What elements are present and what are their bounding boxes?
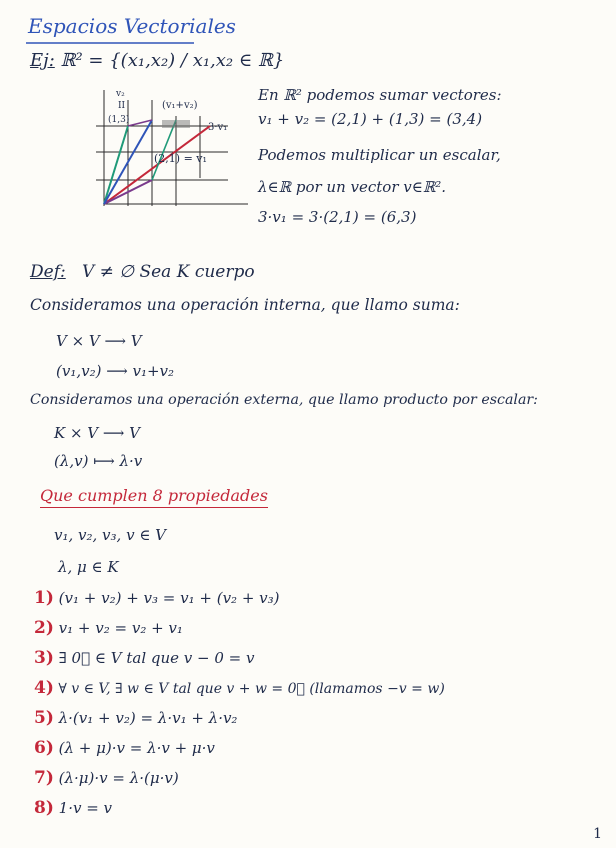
vector-v2 [104,126,128,204]
example-text-3: Podemos multiplicar un escalar, [258,146,501,164]
vector-3v1 [104,126,210,204]
property-3 [34,648,255,668]
title-underline [26,42,194,44]
property-8 [34,798,112,818]
property-text: 1·v = v [58,799,113,817]
property-number: 8) [34,798,54,818]
definition-line-3: (v₁,v₂) ⟶ v₁+v₂ [56,362,175,380]
definition-row [30,262,255,282]
example-text-1: En ℝ² podemos sumar vectores: [258,86,502,104]
vector-graph [78,86,256,218]
definition-label: Def: [30,262,66,282]
property-text: λ·(v₁ + v₂) = λ·v₁ + λ·v₂ [58,709,238,727]
definition-line-6: (λ,v) ⟼ λ·v [54,452,143,470]
page-title: Espacios Vectoriales [28,14,236,38]
property-number: 6) [34,738,54,758]
properties-heading: Que cumplen 8 propiedades [40,486,268,508]
definition-line-4: Consideramos una operación externa, que llamo producto por escalar: [30,392,538,408]
example-text-5: 3·v₁ = 3·(2,1) = (6,3) [258,208,417,226]
property-5 [34,708,237,728]
property-number: 4) [34,678,54,698]
page-number: 1 [593,826,602,842]
property-4 [34,678,445,698]
property-number: 7) [34,768,54,788]
vector-v2-shift [152,120,176,180]
label-pt13: (1,3) [108,115,130,125]
definition-line-1: Consideramos una operación interna, que llamo suma: [30,296,460,314]
example-label: Ej: [30,50,55,71]
property-number: 3) [34,648,54,668]
property-2 [34,618,183,638]
property-number: 2) [34,618,54,638]
example-row [30,50,284,71]
label-tick: II [118,101,126,111]
property-number: 5) [34,708,54,728]
example-text-4: λ∈ℝ por un vector v∈ℝ². [258,178,447,196]
property-text: (v₁ + v₂) + v₃ = v₁ + (v₂ + v₃) [58,589,280,607]
example-text-2: v₁ + v₂ = (2,1) + (1,3) = (3,4) [258,110,483,128]
scribble [162,120,190,128]
property-1 [34,588,280,608]
property-text: v₁ + v₂ = v₂ + v₁ [58,619,183,637]
property-number: 1) [34,588,54,608]
property-text: (λ + μ)·v = λ·v + μ·v [58,739,215,757]
definition-line-2: V × V ⟶ V [56,332,142,350]
definition-header: V ≠ ∅ Sea K cuerpo [81,262,255,282]
property-7 [34,768,179,788]
property-text: (λ·μ)·v = λ·(μ·v) [58,769,179,787]
property-text: ∃ 0⃗ ∈ V tal que v − 0 = v [58,649,255,667]
example-definition: ℝ² = {(x₁,x₂) / x₁,x₂ ∈ ℝ} [60,50,285,71]
properties-vars-1: v₁, v₂, v₃, v ∈ V [54,526,167,544]
label-v1v2: (v₁+v₂) [162,100,198,111]
property-6 [34,738,215,758]
property-text: ∀ v ∈ V, ∃ w ∈ V tal que v + w = 0⃗ (llamamos −v = w) [58,681,445,697]
properties-vars-2: λ, μ ∈ K [58,558,119,576]
label-pt21: (2,1) = v₁ [154,152,207,165]
label-3v1: 3·v₁ [208,122,228,133]
definition-line-5: K × V ⟶ V [54,424,141,442]
label-v2: v₂ [116,89,125,99]
